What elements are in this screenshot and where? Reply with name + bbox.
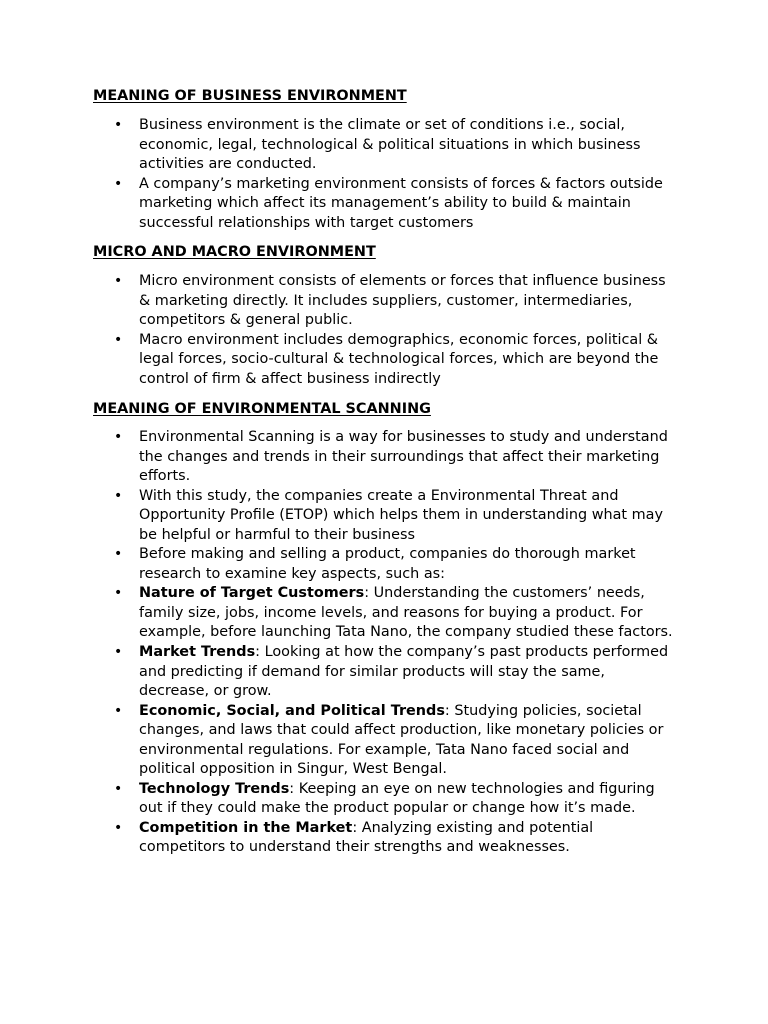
list-item (0, 175, 679, 234)
bullet-marker: • (114, 819, 123, 836)
list-item-text: With this study, the companies create a Environmental Threat and Opportunity Profile (ETOP) which helps them in understanding what may be helpful or harmful to their business (139, 487, 663, 543)
list-item (0, 545, 679, 584)
list-item-text: A company’s marketing environment consists of forces & factors outside marketing which affect its management’s ability to build & maintain successful relationships with target customers (139, 175, 663, 231)
list-item-text: : Analyzing existing and potential competitors to understand their strengths and weaknesses. (139, 819, 594, 856)
list-item-text: : Studying policies, societal changes, and laws that could affect production, like monetary policies or environmental regulations. For example, Tata Nano faced social and political opposition in Singur, West Bengal. (139, 702, 664, 778)
list-item-text: Micro environment consists of elements or forces that influence business & marketing directly. It includes suppliers, customer, intermediaries, competitors & general public. (139, 273, 666, 329)
list-item-text: Business environment is the climate or set of conditions i.e., social, economic, legal, technological & political situations in which business activities are conducted. (139, 117, 641, 173)
list-item (0, 702, 679, 780)
list-item (0, 780, 679, 819)
list-item-text: : Understanding the customers’ needs, family size, jobs, income levels, and reasons for buying a product. For example, before launching Tata Nano, the company studied these factors. (139, 585, 673, 641)
list-item-text: Macro environment includes demographics, economic forces, political & legal forces, socio-cultural & technological forces, which are beyond the control of firm & affect business indirectly (139, 331, 659, 387)
list-item (0, 487, 679, 546)
bullet-marker: • (114, 429, 123, 445)
list-item (0, 272, 679, 331)
list-item (0, 331, 679, 390)
section-heading-environmental-scanning: MEANING OF ENVIRONMENTAL SCANNING (93, 401, 431, 417)
list-item-text: : Keeping an eye on new technologies and figuring out if they could make the product popular or change how it’s made. (139, 780, 655, 817)
list-item-bold-term: Economic, Social, and Political Trends (139, 702, 445, 719)
list-item-bold-term: Market Trends (139, 644, 256, 661)
bullet-marker: • (114, 487, 123, 504)
bullet-marker: • (114, 585, 123, 602)
list-item-text: Before making and selling a product, companies do thorough market research to examine key aspects, such as: (139, 546, 636, 582)
list-item-text: Environmental Scanning is a way for businesses to study and understand the changes and trends in their surroundings that affect their marketing efforts. (139, 429, 668, 485)
bullet-marker: • (114, 702, 123, 719)
bullet-list-business-environment (0, 116, 679, 233)
bullet-marker: • (114, 175, 123, 192)
bullet-marker: • (114, 780, 123, 797)
bullet-marker: • (114, 273, 123, 289)
list-item-bold-term: Nature of Target Customers (139, 585, 365, 602)
bullet-marker: • (114, 546, 123, 563)
bullet-marker: • (114, 644, 123, 661)
bullet-list-micro-macro (0, 272, 679, 389)
bullet-marker: • (114, 117, 123, 133)
list-item (0, 428, 679, 487)
list-item (0, 819, 679, 858)
bullet-marker: • (114, 331, 123, 348)
list-item (0, 584, 679, 643)
list-item-text: : Looking at how the company’s past products performed and predicting if demand for similar products will stay the same, decrease, or grow. (139, 644, 669, 700)
list-item-bold-term: Competition in the Market (139, 819, 353, 836)
list-item-bold-term: Technology Trends (139, 780, 290, 797)
section-heading-micro-macro: MICRO AND MACRO ENVIRONMENT (93, 244, 376, 260)
bullet-list-environmental-scanning (0, 428, 679, 858)
section-heading-business-environment: MEANING OF BUSINESS ENVIRONMENT (93, 88, 407, 104)
list-item (0, 116, 679, 175)
list-item (0, 643, 679, 702)
